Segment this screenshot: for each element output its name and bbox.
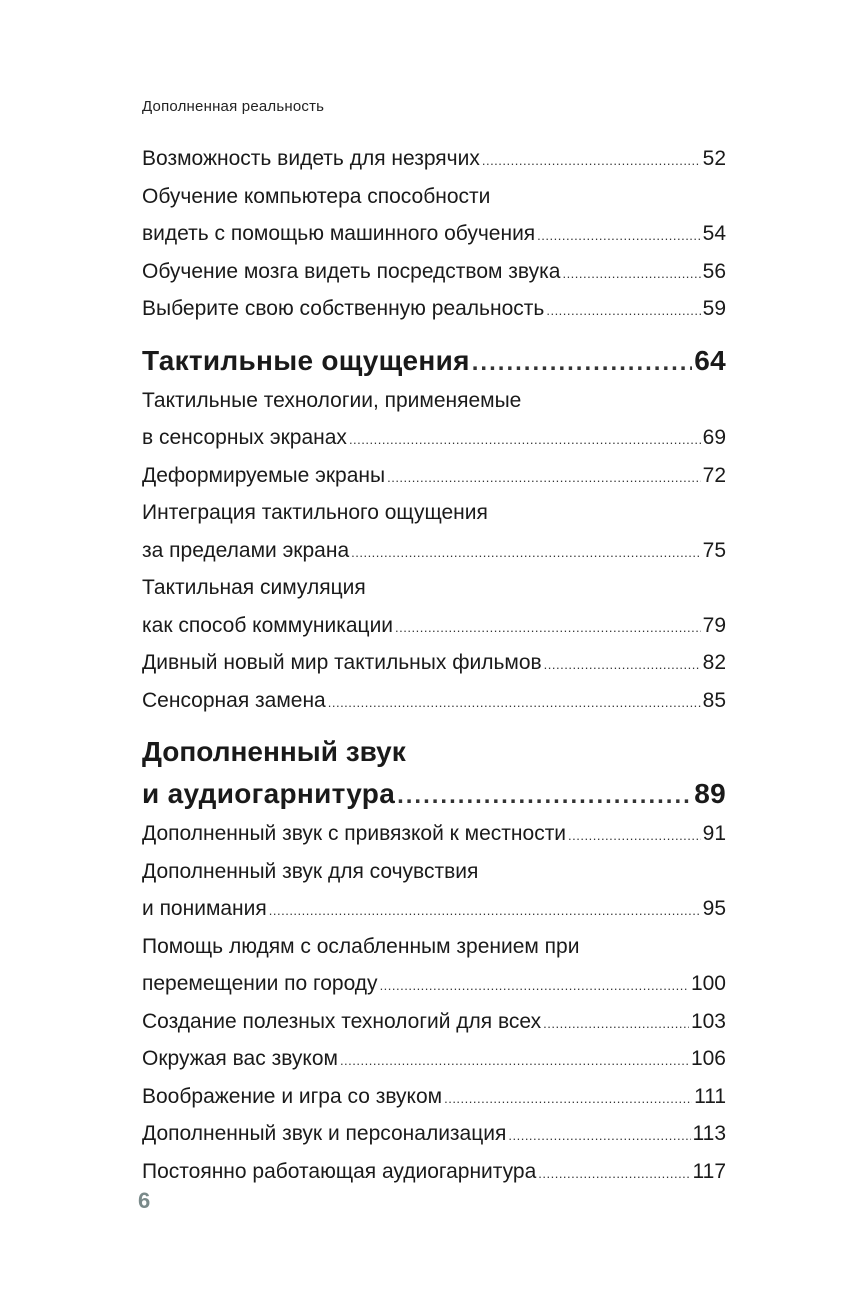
toc-entry-page: 103 — [690, 1009, 726, 1033]
toc-entry-line1[interactable] — [142, 382, 726, 420]
toc-entry-title-line1: Обучение компьютера способности — [142, 184, 491, 208]
toc-entry-title: Обучение мозга видеть посредством звука — [142, 259, 561, 283]
toc-entry-page: 95 — [702, 897, 726, 920]
toc-entry-line1[interactable] — [142, 928, 726, 966]
toc-entry-page: 79 — [702, 613, 726, 637]
toc-entry-page: 85 — [702, 688, 726, 712]
dot-leader — [328, 684, 701, 722]
toc-entry-title-line1: Дополненный звук для сочувствия — [142, 859, 479, 883]
dot-leader — [568, 817, 701, 855]
toc-entry-title-line1: Помощь людям с ослабленным зрением при — [142, 934, 580, 958]
dot-leader — [472, 342, 692, 384]
toc-entry[interactable] — [142, 140, 726, 178]
toc-entry-line1[interactable] — [142, 494, 726, 532]
dot-leader — [508, 1117, 690, 1155]
dot-leader — [397, 775, 692, 817]
toc-entry-title: за пределами экрана — [142, 538, 350, 562]
toc-entry-page: 106 — [690, 1047, 726, 1070]
toc-entry-title: и понимания — [142, 897, 267, 920]
dot-leader — [482, 142, 701, 180]
toc-entry-page: 72 — [702, 463, 726, 487]
toc-entry-title: Создание полезных технологий для всех — [142, 1009, 542, 1033]
toc-entry-title-line1: Тактильные технологии, применяемые — [142, 388, 522, 412]
dot-leader — [269, 892, 701, 930]
toc-entry-page: 100 — [690, 972, 726, 995]
toc-entry-line1[interactable] — [142, 178, 726, 216]
dot-leader — [380, 967, 689, 1005]
toc-entry[interactable] — [142, 1040, 726, 1078]
toc-entry[interactable] — [142, 1153, 726, 1191]
toc-entry[interactable] — [142, 290, 726, 328]
toc-entry-title: перемещении по городу — [142, 972, 378, 995]
dot-leader — [544, 646, 701, 684]
toc-entry-title: Деформируемые экраны — [142, 463, 386, 487]
toc-entry-title-line1: Тактильная симуляция — [142, 576, 366, 599]
section-title: Тактильные ощущения — [142, 344, 470, 376]
toc-entry[interactable] — [142, 682, 726, 720]
dot-leader — [340, 1042, 689, 1080]
toc-entry[interactable] — [142, 607, 726, 645]
toc-entry-page: 82 — [702, 651, 726, 674]
toc-entry-page: 59 — [702, 297, 726, 320]
table-of-contents — [142, 140, 726, 1190]
section-page: 64 — [694, 344, 726, 376]
toc-entry-title: Окружая вас звуком — [142, 1047, 338, 1070]
toc-entry-page: 52 — [702, 147, 726, 170]
toc-entry-page: 111 — [694, 1084, 726, 1108]
toc-entry[interactable] — [142, 253, 726, 291]
dot-leader — [349, 421, 701, 459]
running-header: Дополненная реальность — [142, 98, 325, 115]
toc-entry-title: Воображение и игра со звуком — [142, 1084, 443, 1108]
toc-entry-page: 54 — [702, 222, 726, 245]
toc-entry-line1[interactable] — [142, 569, 726, 607]
toc-entry-title: Сенсорная замена — [142, 688, 326, 712]
toc-entry[interactable] — [142, 457, 726, 495]
toc-entry-page: 91 — [702, 822, 726, 845]
toc-section-heading[interactable] — [142, 773, 726, 815]
dot-leader — [538, 1155, 690, 1193]
toc-entry[interactable] — [142, 215, 726, 253]
toc-entry[interactable] — [142, 1003, 726, 1041]
toc-entry[interactable] — [142, 890, 726, 928]
toc-entry-title: Дополненный звук с привязкой к местности — [142, 822, 567, 845]
toc-entry[interactable] — [142, 532, 726, 570]
toc-entry-page: 69 — [702, 426, 726, 449]
toc-entry[interactable] — [142, 1115, 726, 1153]
toc-entry-title: видеть с помощью машинного обучения — [142, 222, 536, 245]
dot-leader — [546, 292, 700, 330]
toc-section-heading-line1[interactable] — [142, 731, 726, 773]
toc-entry-title: Постоянно работающая аудиогарнитура — [142, 1159, 537, 1183]
toc-entry-title: в сенсорных экранах — [142, 426, 347, 449]
toc-entry[interactable] — [142, 815, 726, 853]
dot-leader — [387, 459, 701, 497]
dot-leader — [537, 217, 700, 255]
toc-entry-title: как способ коммуникации — [142, 613, 394, 637]
toc-entry-title-line1: Интеграция тактильного ощущения — [142, 501, 488, 524]
toc-entry-title: Выберите свою собственную реальность — [142, 297, 545, 320]
toc-entry[interactable] — [142, 965, 726, 1003]
toc-entry-title: Возможность видеть для незрячих — [142, 147, 480, 170]
toc-section-heading[interactable] — [142, 340, 726, 382]
section-title: и аудиогарнитура — [142, 778, 396, 809]
dot-leader — [543, 1005, 689, 1043]
toc-entry-page: 75 — [702, 538, 726, 562]
toc-entry-line1[interactable] — [142, 853, 726, 891]
toc-entry-title: Дивный новый мир тактильных фильмов — [142, 651, 542, 674]
dot-leader — [351, 534, 701, 572]
toc-entry-page: 56 — [702, 259, 726, 283]
toc-entry-title: Дополненный звук и персонализация — [142, 1122, 507, 1145]
section-page: 89 — [694, 778, 726, 809]
toc-entry[interactable] — [142, 644, 726, 682]
toc-entry[interactable] — [142, 1078, 726, 1116]
dot-leader — [562, 255, 700, 293]
section-title-line1: Дополненный звук — [142, 736, 406, 767]
toc-entry-page: 113 — [692, 1122, 726, 1145]
toc-entry-page: 117 — [692, 1159, 726, 1183]
toc-entry[interactable] — [142, 419, 726, 457]
dot-leader — [395, 609, 701, 647]
page-number: 6 — [138, 1188, 151, 1213]
dot-leader — [444, 1080, 692, 1118]
